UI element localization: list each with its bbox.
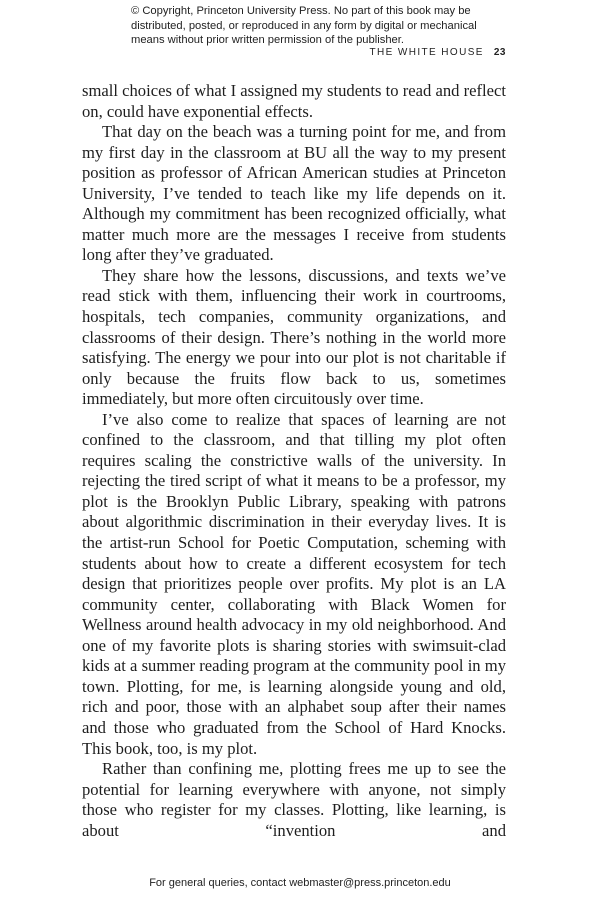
paragraph-continued: small choices of what I assigned my students to read and reflect on, could have exponential effects. xyxy=(82,81,506,121)
running-title: THE WHITE HOUSE xyxy=(369,47,484,58)
footer-contact: For general queries, contact webmaster@press.princeton.edu xyxy=(149,877,451,889)
paragraph: Rather than confining me, plotting frees me up to see the potential for learning everywhere with anyone, not simply those who register for my classes. Plotting, like learning, is about “invention and xyxy=(82,759,506,840)
running-head xyxy=(370,47,506,58)
page-number: 23 xyxy=(493,47,506,58)
body-text xyxy=(82,81,506,841)
paragraph: I’ve also come to realize that spaces of learning are not confined to the classroom, and that tilling my plot often requires scaling the constrictive walls of the university. In rejecting the tired script of what it means to be a professor, my plot is the Brooklyn Public Library, speaking with patrons about algorithmic discrimination in their everyday lives. It is the artist-run School for Poetic Computation, scheming with students about how to create a different ecosystem for tech design that prioritizes people over profits. My plot is an LA community center, collaborating with Black Women for Wellness around health advocacy in my old neighborhood. And one of my favorite plots is sharing stories with swimsuit-clad kids at a summer reading program at the community pool in my town. Plotting, for me, is learning alongside young and old, rich and poor, those with an alphabet soup after their names and those who graduated from the School of Hard Knocks. This book, too, is my plot. xyxy=(82,409,506,758)
paragraph: That day on the beach was a turning point for me, and from my first day in the classroom at BU all the way to my present position as professor of African American studies at Princeton University, I’ve tended to teach like my life depends on it. Although my commitment has been recognized officially, what matter much more are the messages I receive from students long after they’ve graduated. xyxy=(82,122,506,265)
copyright-notice: © Copyright, Princeton University Press. No part of this book may be distributed, posted, or reproduced in any form by digital or mechanical means without prior written permission of the publisher. xyxy=(131,5,477,46)
paragraph: They share how the lessons, discussions, and texts we’ve read stick with them, influencing their work in courtrooms, hospitals, tech companies, community organizations, and classrooms of their design. There’s nothing in the world more satisfying. The energy we pour into our plot is not charitable if only because the fruits flow back to us, sometimes immediately, but more often circuitously over time. xyxy=(82,265,506,409)
